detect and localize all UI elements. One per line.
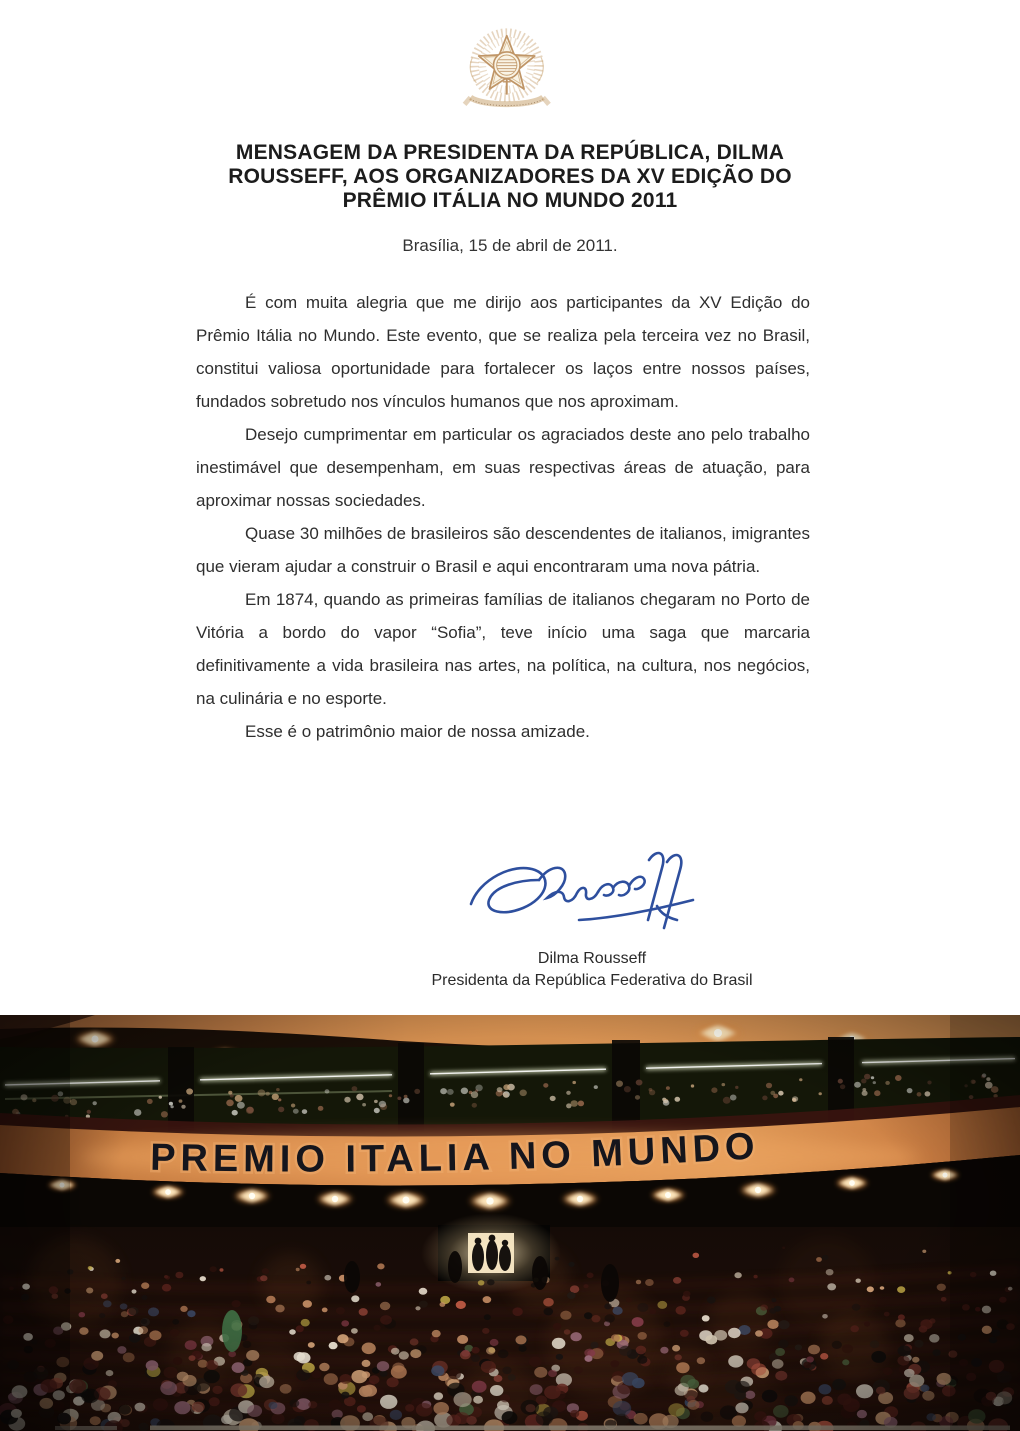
- paragraph: Desejo cumprimentar em particular os agraciados deste ano pelo trabalho inestimável que desempenham, em suas respectivas áreas de atuação, para aproximar nossas sociedades.: [196, 425, 810, 510]
- letter-title: [190, 141, 830, 213]
- letter-body: [196, 286, 810, 748]
- signer-name: Dilma Rousseff: [537, 950, 647, 967]
- paragraph: Esse é o patrimônio maior de nossa amizade.: [245, 722, 590, 741]
- dateline: Brasília, 15 de abril de 2011.: [402, 236, 618, 255]
- signer-title: Presidenta da República Federativa do Brasil: [431, 972, 753, 989]
- paragraph: Em 1874, quando as primeiras famílias de italianos chegaram no Porto de Vitória a bordo do vapor “Sofia”, teve início uma saga que marcaria definitivamente a vida brasileira nas artes, na política, na cultura, nos negócios, na culinária e no esporte.: [196, 590, 810, 708]
- photo-vignette: [0, 1015, 1020, 1431]
- paragraph: É com muita alegria que me dirijo aos participantes da XV Edição do Prêmio Itália no Mundo. Este evento, que se realiza pela terceira vez no Brasil, constitui valiosa oportunidade para fortalecer os laços entre nossos países, fundados sobretudo nos vínculos humanos que nos aproximam.: [196, 293, 810, 411]
- event-photo: [0, 1015, 1020, 1431]
- paragraph: Quase 30 milhões de brasileiros são descendentes de italianos, imigrantes que vieram ajudar a construir o Brasil e aqui encontraram uma nova pátria.: [196, 524, 810, 576]
- letter-title-line: PRÊMIO ITÁLIA NO MUNDO 2011: [342, 189, 678, 212]
- letter-title-line: MENSAGEM DA PRESIDENTA DA REPÚBLICA, DILMA: [235, 141, 785, 164]
- signer-block: [392, 948, 792, 992]
- signature-image: [460, 846, 712, 946]
- letter-title-line: ROUSSEFF, AOS ORGANIZADORES DA XV EDIÇÃO DO: [228, 165, 792, 188]
- brazil-coat-of-arms-icon: [453, 22, 561, 124]
